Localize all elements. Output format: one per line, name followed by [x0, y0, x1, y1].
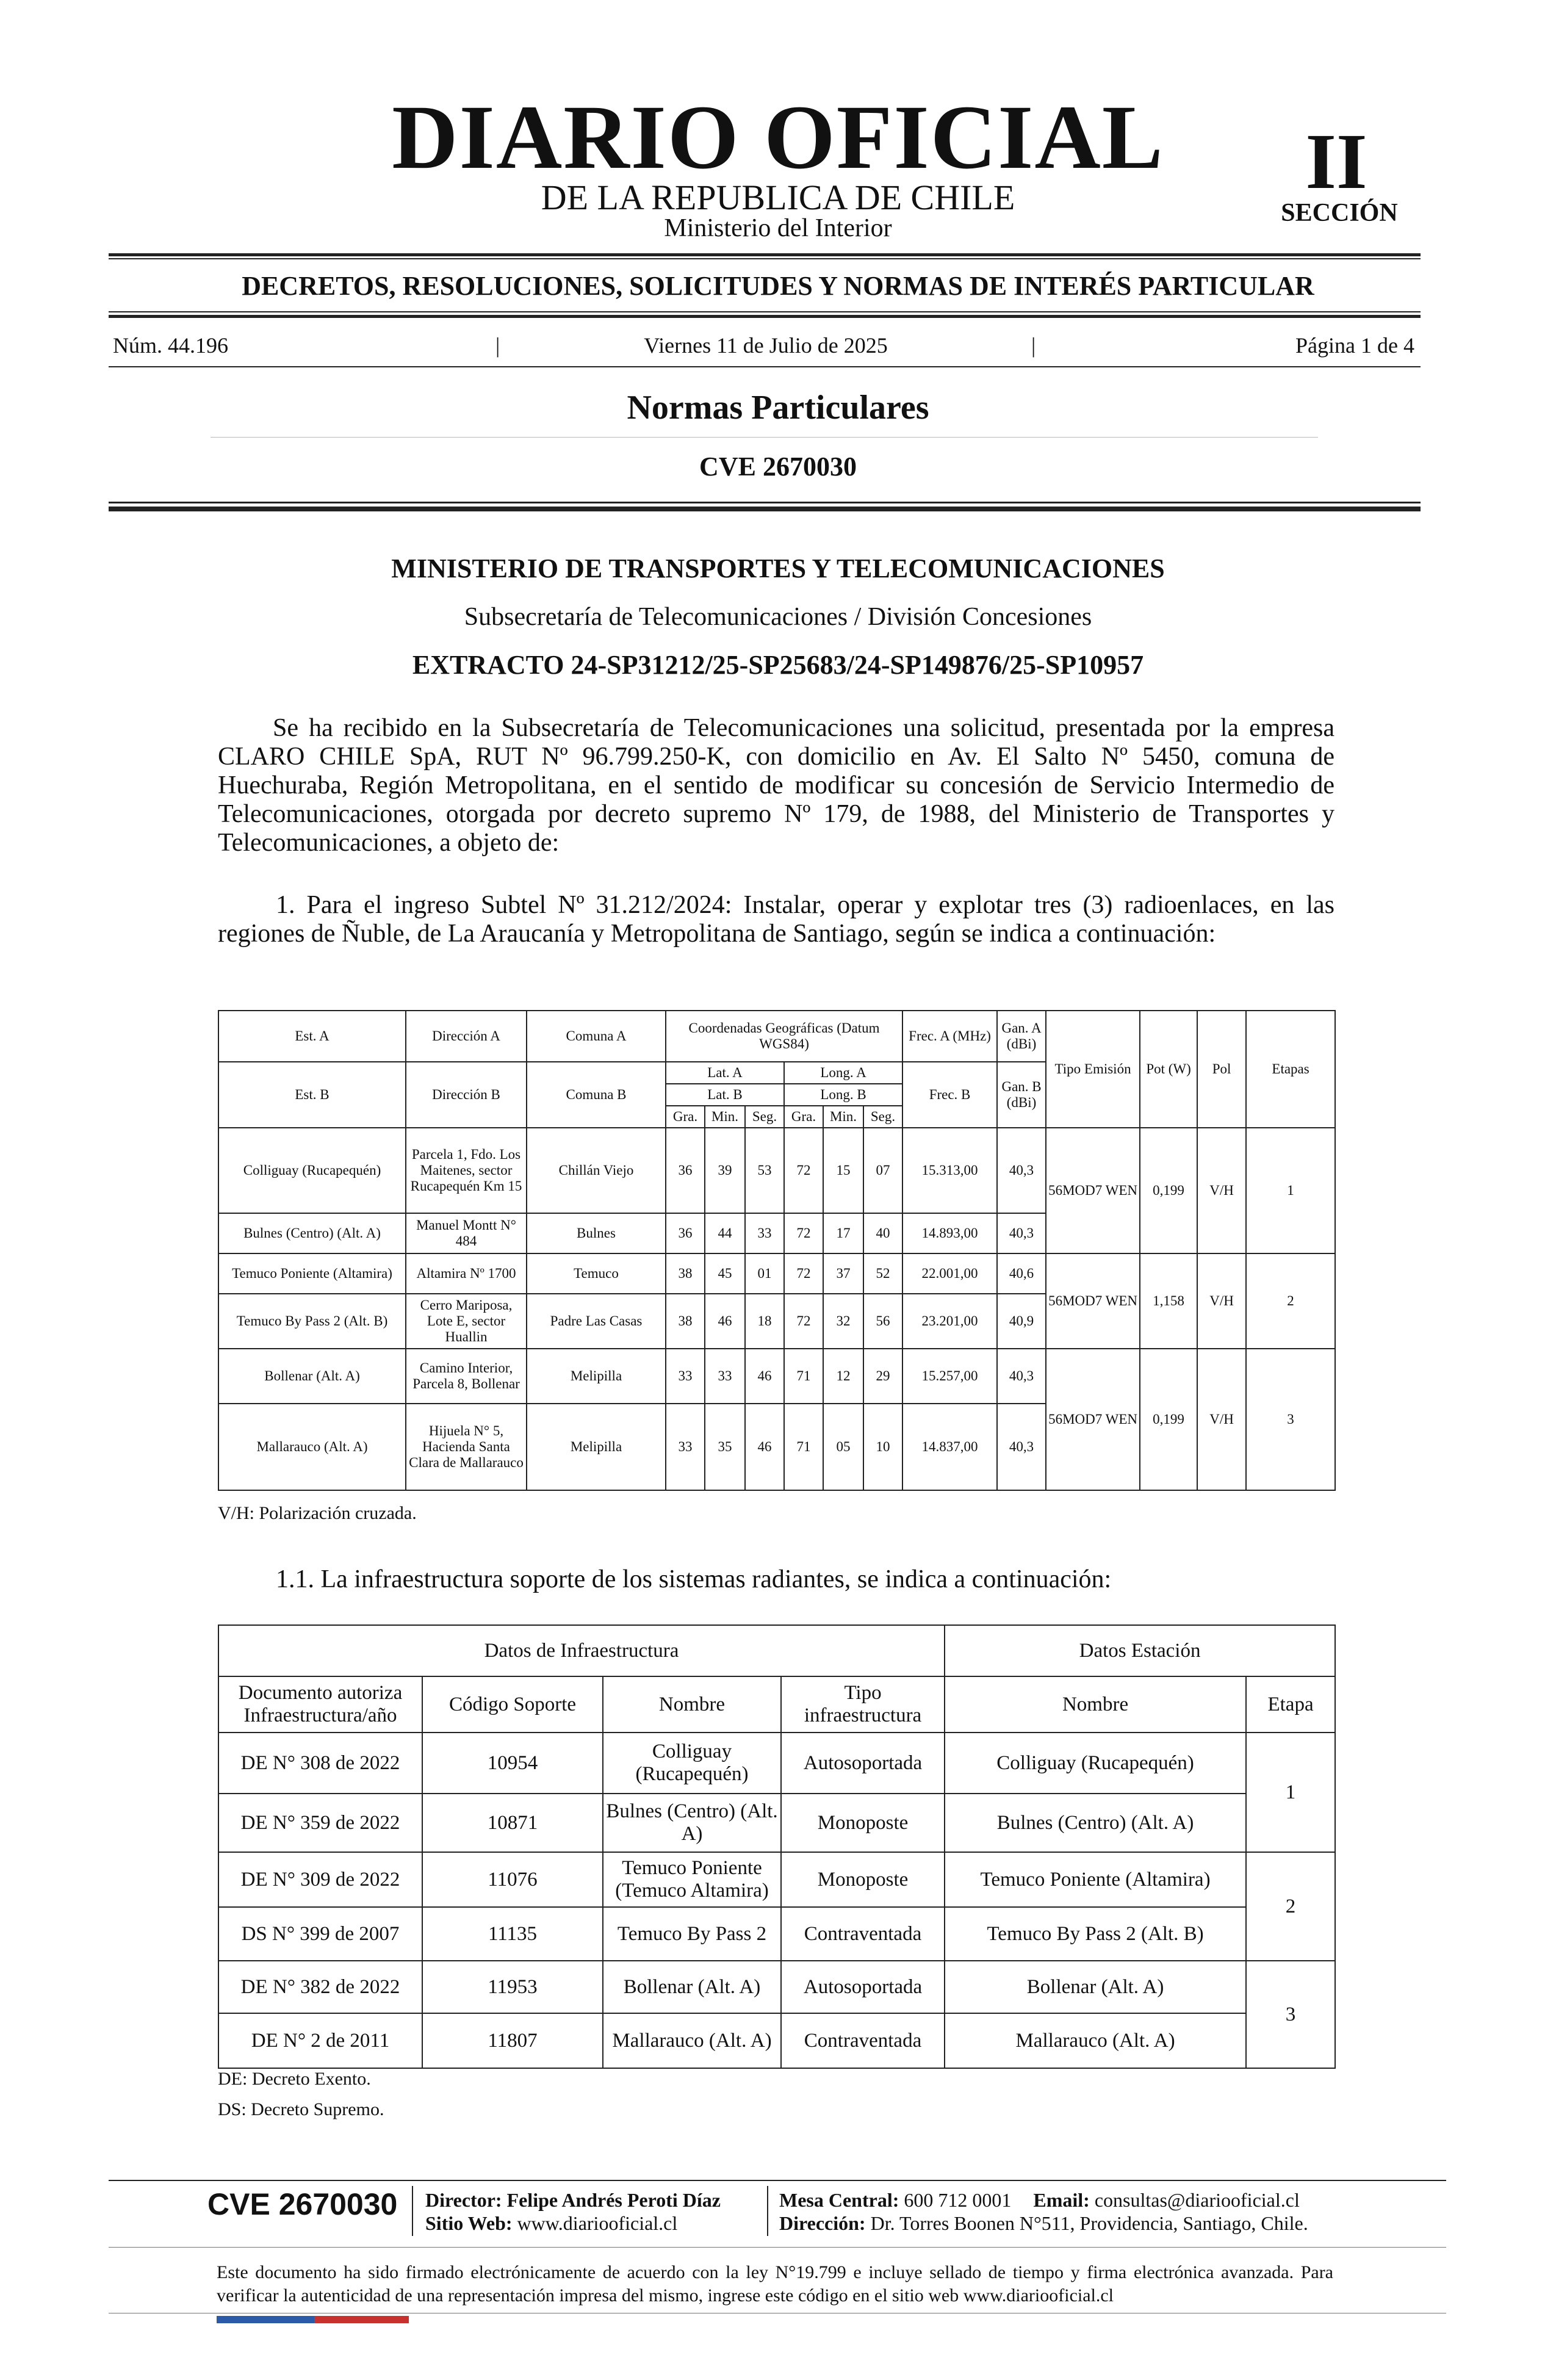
divider: [109, 315, 1421, 318]
header-seg: Seg.: [745, 1106, 784, 1128]
header-frec-b: Frec. B: [902, 1062, 997, 1128]
divider: [109, 258, 1421, 259]
station-address: Hijuela N° 5, Hacienda Santa Clara de Mallarauco: [406, 1404, 527, 1490]
table1-note: V/H: Polarización cruzada.: [218, 1503, 417, 1523]
separator: |: [495, 333, 500, 358]
section-number: II: [1305, 118, 1367, 206]
station-cell: Bollenar (Alt. A): [945, 1961, 1246, 2013]
etapa-cell: 1: [1246, 1733, 1335, 1852]
director-name: Felipe Andrés Peroti Díaz: [506, 2189, 721, 2211]
footer-divider: [109, 2180, 1446, 2181]
director-label: Director:: [425, 2189, 502, 2211]
long-seg: 10: [863, 1404, 902, 1490]
station-cell: Temuco By Pass 2 (Alt. B): [945, 1907, 1246, 1961]
document-cell: DE N° 382 de 2022: [218, 1961, 422, 2013]
lat-min: 45: [705, 1253, 745, 1294]
long-min: 37: [823, 1253, 863, 1294]
header-gan-a: Gan. A (dBi): [997, 1011, 1046, 1062]
lat-min: 35: [705, 1404, 745, 1490]
lat-seg: 46: [745, 1404, 784, 1490]
masthead-title: DIARIO OFICIAL: [392, 87, 1164, 188]
issue-number: Núm. 44.196: [113, 333, 228, 358]
tipo-cell: Autosoportada: [781, 1961, 945, 2013]
station-name: Mallarauco (Alt. A): [218, 1404, 406, 1490]
header-est-b: Est. B: [218, 1062, 406, 1128]
lat-min: 33: [705, 1349, 745, 1404]
station-cell: Bulnes (Centro) (Alt. A): [945, 1794, 1246, 1852]
long-gra: 72: [784, 1213, 823, 1253]
issue-date: Viernes 11 de Julio de 2025: [644, 333, 888, 358]
station-address: Camino Interior, Parcela 8, Bollenar: [406, 1349, 527, 1404]
footer-cve: CVE 2670030: [207, 2187, 398, 2221]
nombre-cell: Temuco Poniente (Temuco Altamira): [603, 1852, 781, 1907]
frequency: 15.257,00: [902, 1349, 997, 1404]
power: 0,199: [1140, 1128, 1197, 1253]
station-address: Parcela 1, Fdo. Los Maitenes, sector Rucapequén Km 15: [406, 1128, 527, 1213]
gain: 40,3: [997, 1349, 1046, 1404]
gain: 40,3: [997, 1404, 1046, 1490]
lat-gra: 36: [666, 1128, 705, 1213]
footer-website: [425, 2212, 779, 2235]
table-row: [218, 1961, 1335, 2013]
lat-seg: 53: [745, 1128, 784, 1213]
flag-stripe-blue: [217, 2316, 314, 2323]
document-cell: DE N° 2 de 2011: [218, 2013, 422, 2068]
cve-heading: CVE 2670030: [699, 452, 857, 481]
gain: 40,3: [997, 1128, 1046, 1213]
tipo-cell: Contraventada: [781, 1907, 945, 1961]
page-heading: Normas Particulares: [627, 389, 929, 427]
lat-min: 39: [705, 1128, 745, 1213]
station-address: Cerro Mariposa, Lote E, sector Huallin: [406, 1294, 527, 1349]
document-cell: DE N° 359 de 2022: [218, 1794, 422, 1852]
lat-gra: 38: [666, 1294, 705, 1349]
header-tipo-emision: Tipo Emisión: [1046, 1011, 1140, 1128]
header-min: Min.: [823, 1106, 863, 1128]
nombre-cell: Bulnes (Centro) (Alt. A): [603, 1794, 781, 1852]
header-frec-a: Frec. A (MHz): [902, 1011, 997, 1062]
power: 1,158: [1140, 1253, 1197, 1349]
codigo-cell: 11953: [422, 1961, 603, 2013]
tipo-emision: 56MOD7 WEN: [1046, 1128, 1140, 1253]
header-etapa: Etapa: [1246, 1676, 1335, 1733]
nombre-cell: Mallarauco (Alt. A): [603, 2013, 781, 2068]
document-cell: DS N° 399 de 2007: [218, 1907, 422, 1961]
frequency: 15.313,00: [902, 1128, 997, 1213]
station-commune: Padre Las Casas: [527, 1294, 666, 1349]
codigo-cell: 11076: [422, 1852, 603, 1907]
lat-min: 44: [705, 1213, 745, 1253]
header-gra: Gra.: [784, 1106, 823, 1128]
lat-gra: 36: [666, 1213, 705, 1253]
tipo-cell: Autosoportada: [781, 1733, 945, 1794]
frequency: 22.001,00: [902, 1253, 997, 1294]
footer-separator: [767, 2186, 768, 2236]
codigo-cell: 10954: [422, 1733, 603, 1794]
header-direccion-b: Dirección B: [406, 1062, 527, 1128]
header-long-b: Long. B: [784, 1084, 902, 1106]
table-row: [218, 1907, 1335, 1961]
divider: [109, 507, 1421, 511]
header-coordinates: Coordenadas Geográficas (Datum WGS84): [666, 1011, 902, 1062]
stage: 3: [1246, 1349, 1335, 1490]
tipo-cell: Monoposte: [781, 1794, 945, 1852]
station-commune: Melipilla: [527, 1404, 666, 1490]
paragraph-2: [218, 891, 1334, 948]
divider: [109, 253, 1421, 256]
header-est-a: Est. A: [218, 1011, 406, 1062]
codigo-cell: 11807: [422, 2013, 603, 2068]
website-link[interactable]: www.diariooficial.cl: [517, 2212, 678, 2234]
codigo-cell: 10871: [422, 1794, 603, 1852]
codigo-cell: 11135: [422, 1907, 603, 1961]
lat-gra: 33: [666, 1404, 705, 1490]
long-seg: 56: [863, 1294, 902, 1349]
stage: 1: [1246, 1128, 1335, 1253]
header-document: Documento autoriza Infraestructura/año: [218, 1676, 422, 1733]
radio-links-table: [218, 1010, 1336, 1491]
station-name: Bollenar (Alt. A): [218, 1349, 406, 1404]
header-nombre: Nombre: [603, 1676, 781, 1733]
station-commune: Temuco: [527, 1253, 666, 1294]
header-lat-b: Lat. B: [666, 1084, 784, 1106]
long-gra: 72: [784, 1253, 823, 1294]
paragraph-1-text: Se ha recibido en la Subsecretaría de Telecomunicaciones una solicitud, presentada por la empresa CLARO CHILE SpA, RUT Nº 96.799.250-K, con domicilio en Av. El Salto Nº 5450, comuna de Huechuraba, Región Metropolitana, en el sentido de modificar su concesión de Servicio Intermedio de Telecomunicaciones, otorgada por decreto supremo Nº 179, de 1988, del Ministerio de Transportes y Telecomunicaciones, a objeto de:: [218, 714, 1334, 857]
footer-address: [779, 2212, 1389, 2235]
station-commune: Bulnes: [527, 1213, 666, 1253]
long-seg: 40: [863, 1213, 902, 1253]
lat-seg: 33: [745, 1213, 784, 1253]
tipo-emision: 56MOD7 WEN: [1046, 1253, 1140, 1349]
polarization: V/H: [1197, 1128, 1246, 1253]
header-codigo: Código Soporte: [422, 1676, 603, 1733]
polarization: V/H: [1197, 1349, 1246, 1490]
note-decreto-supremo: DS: Decreto Supremo.: [218, 2099, 384, 2119]
long-gra: 71: [784, 1404, 823, 1490]
mesa-phone: 600 712 0001: [904, 2189, 1012, 2211]
table-row: [218, 1852, 1335, 1907]
email-label: Email:: [1033, 2189, 1090, 2211]
long-min: 17: [823, 1213, 863, 1253]
frequency: 14.837,00: [902, 1404, 997, 1490]
long-min: 32: [823, 1294, 863, 1349]
long-gra: 72: [784, 1128, 823, 1213]
band-title: DECRETOS, RESOLUCIONES, SOLICITUDES Y NORMAS DE INTERÉS PARTICULAR: [242, 271, 1314, 301]
nombre-cell: Bollenar (Alt. A): [603, 1961, 781, 2013]
lat-gra: 33: [666, 1349, 705, 1404]
address-text: Dr. Torres Boonen N°511, Providencia, Santiago, Chile.: [870, 2212, 1308, 2234]
table-row: [218, 1128, 1335, 1213]
masthead-subtitle: DE LA REPUBLICA DE CHILE: [541, 178, 1015, 217]
flag-stripe-red: [314, 2316, 409, 2323]
nombre-cell: Colliguay (Rucapequén): [603, 1733, 781, 1794]
header-direccion-a: Dirección A: [406, 1011, 527, 1062]
long-seg: 52: [863, 1253, 902, 1294]
document-cell: DE N° 309 de 2022: [218, 1852, 422, 1907]
lat-gra: 38: [666, 1253, 705, 1294]
station-commune: Chillán Viejo: [527, 1128, 666, 1213]
ministry-title: MINISTERIO DE TRANSPORTES Y TELECOMUNICACIONES: [391, 554, 1165, 583]
header-station-data: Datos Estación: [945, 1625, 1335, 1676]
station-cell: Colliguay (Rucapequén): [945, 1733, 1246, 1794]
extract-title: EXTRACTO 24-SP31212/25-SP25683/24-SP149876/25-SP10957: [412, 650, 1144, 680]
divider: [109, 502, 1421, 503]
header-gra: Gra.: [666, 1106, 705, 1128]
table-row: [218, 1253, 1335, 1294]
table-row: [218, 1794, 1335, 1852]
mesa-label: Mesa Central:: [779, 2189, 899, 2211]
stage: 2: [1246, 1253, 1335, 1349]
header-station-name: Nombre: [945, 1676, 1246, 1733]
header-long-a: Long. A: [784, 1062, 902, 1084]
footer-disclaimer: Este documento ha sido firmado electrónicamente de acuerdo con la ley N°19.799 e incluye sellado de tiempo y firma electrónica avanzada. Para verificar la autenticidad de una representación impresa del mismo, ingrese este código en el sitio web www.diariooficial.cl: [217, 2262, 1333, 2306]
station-commune: Melipilla: [527, 1349, 666, 1404]
header-tipo: Tipo infraestructura: [781, 1676, 945, 1733]
header-infra-data: Datos de Infraestructura: [218, 1625, 945, 1676]
nombre-cell: Temuco By Pass 2: [603, 1907, 781, 1961]
station-name: Temuco Poniente (Altamira): [218, 1253, 406, 1294]
polarization: V/H: [1197, 1253, 1246, 1349]
document-cell: DE N° 308 de 2022: [218, 1733, 422, 1794]
table-row: [218, 1733, 1335, 1794]
tipo-cell: Monoposte: [781, 1852, 945, 1907]
long-gra: 72: [784, 1294, 823, 1349]
etapa-cell: 3: [1246, 1961, 1335, 2068]
long-min: 05: [823, 1404, 863, 1490]
footer-contact: [779, 2188, 1389, 2212]
paragraph-1: [218, 714, 1334, 857]
divider: [109, 311, 1421, 312]
footer-divider: [109, 2247, 1446, 2248]
subsecretaria-line: Subsecretaría de Telecomunicaciones / División Concesiones: [464, 603, 1092, 631]
header-pol: Pol: [1197, 1011, 1246, 1128]
header-comuna-b: Comuna B: [527, 1062, 666, 1128]
power: 0,199: [1140, 1349, 1197, 1490]
tipo-cell: Contraventada: [781, 2013, 945, 2068]
header-gan-b: Gan. B (dBi): [997, 1062, 1046, 1128]
note-decreto-exento: DE: Decreto Exento.: [218, 2069, 371, 2089]
header-seg: Seg.: [863, 1106, 902, 1128]
station-address: Manuel Montt N° 484: [406, 1213, 527, 1253]
email-link[interactable]: consultas@diariooficial.cl: [1094, 2189, 1300, 2211]
header-min: Min.: [705, 1106, 745, 1128]
table-row: [218, 2013, 1335, 2068]
section-1-1: 1.1. La infraestructura soporte de los sistemas radiantes, se indica a continuación:: [276, 1565, 1112, 1593]
address-label: Dirección:: [779, 2212, 866, 2234]
website-label: Sitio Web:: [425, 2212, 513, 2234]
separator: |: [1031, 333, 1036, 358]
lat-seg: 01: [745, 1253, 784, 1294]
header-pot: Pot (W): [1140, 1011, 1197, 1128]
long-min: 12: [823, 1349, 863, 1404]
paragraph-2-text: 1. Para el ingreso Subtel Nº 31.212/2024: Instalar, operar y explotar tres (3) radioenlaces, en las regiones de Ñuble, de La Araucanía y Metropolitana de Santiago, según se indica a continuación:: [218, 891, 1334, 948]
long-seg: 29: [863, 1349, 902, 1404]
section-label: SECCIÓN: [1281, 199, 1398, 227]
masthead-ministry: Ministerio del Interior: [664, 214, 892, 242]
footer-separator: [412, 2186, 413, 2236]
gain: 40,3: [997, 1213, 1046, 1253]
station-cell: Temuco Poniente (Altamira): [945, 1852, 1246, 1907]
station-name: Bulnes (Centro) (Alt. A): [218, 1213, 406, 1253]
gain: 40,6: [997, 1253, 1046, 1294]
table-row: [218, 1349, 1335, 1404]
divider: [211, 437, 1318, 438]
station-address: Altamira Nº 1700: [406, 1253, 527, 1294]
infrastructure-table: [218, 1625, 1336, 2069]
tipo-emision: 56MOD7 WEN: [1046, 1349, 1140, 1490]
etapa-cell: 2: [1246, 1852, 1335, 1961]
station-cell: Mallarauco (Alt. A): [945, 2013, 1246, 2068]
lat-seg: 46: [745, 1349, 784, 1404]
lat-seg: 18: [745, 1294, 784, 1349]
frequency: 14.893,00: [902, 1213, 997, 1253]
long-seg: 07: [863, 1128, 902, 1213]
gain: 40,9: [997, 1294, 1046, 1349]
footer-director: [425, 2188, 779, 2212]
header-lat-a: Lat. A: [666, 1062, 784, 1084]
page-indicator: Página 1 de 4: [1295, 333, 1414, 358]
lat-min: 46: [705, 1294, 745, 1349]
station-name: Colliguay (Rucapequén): [218, 1128, 406, 1213]
divider: [109, 366, 1421, 367]
long-min: 15: [823, 1128, 863, 1213]
header-comuna-a: Comuna A: [527, 1011, 666, 1062]
station-name: Temuco By Pass 2 (Alt. B): [218, 1294, 406, 1349]
frequency: 23.201,00: [902, 1294, 997, 1349]
header-etapas: Etapas: [1246, 1011, 1335, 1128]
long-gra: 71: [784, 1349, 823, 1404]
